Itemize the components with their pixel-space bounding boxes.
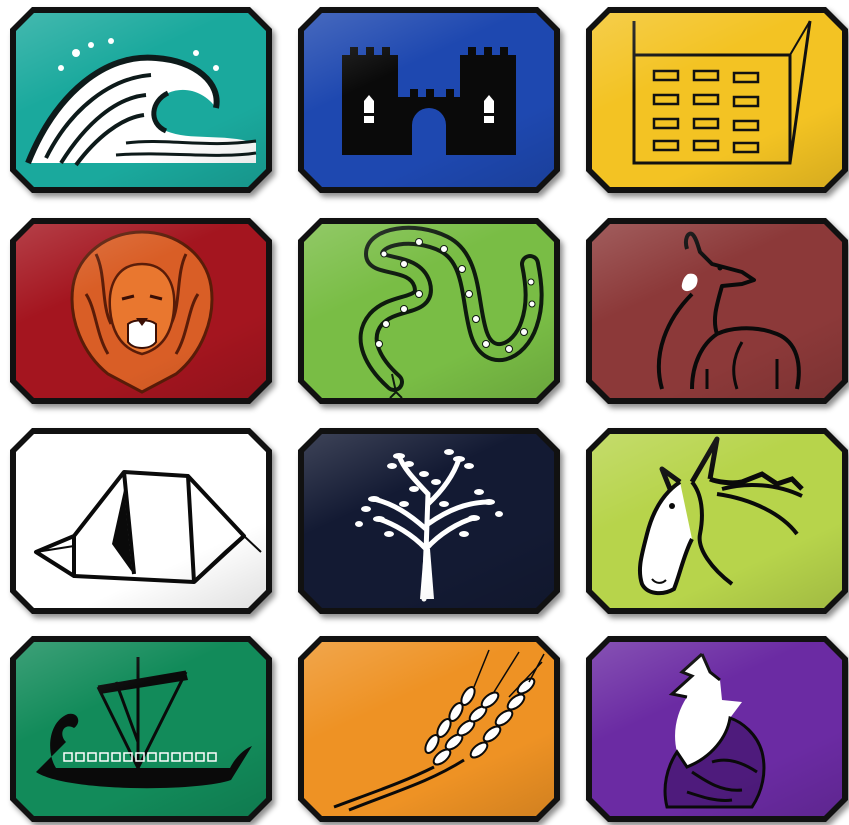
donkey-icon	[592, 434, 842, 608]
tile-sea[interactable]	[10, 7, 272, 193]
tile-windows[interactable]	[586, 7, 848, 193]
tree-icon	[304, 434, 554, 608]
tile-ship[interactable]	[10, 636, 272, 822]
tile-tree[interactable]	[298, 428, 560, 614]
snake-icon	[304, 224, 554, 398]
tile-city[interactable]	[298, 7, 560, 193]
lion-icon	[16, 224, 266, 398]
ship-icon	[16, 642, 266, 816]
windows-icon	[592, 13, 842, 187]
wave-icon	[16, 13, 266, 187]
tile-donkey[interactable]	[586, 428, 848, 614]
castle-icon	[304, 13, 554, 187]
deer-icon	[592, 224, 842, 398]
tent-icon	[16, 434, 266, 608]
tile-hind[interactable]	[586, 218, 848, 404]
wheat-icon	[304, 642, 554, 816]
tile-serpent[interactable]	[298, 218, 560, 404]
wolf-icon	[592, 642, 842, 816]
tile-tent[interactable]	[10, 428, 272, 614]
tile-lion[interactable]	[10, 218, 272, 404]
tile-wolf[interactable]	[586, 636, 848, 822]
tile-wheat[interactable]	[298, 636, 560, 822]
